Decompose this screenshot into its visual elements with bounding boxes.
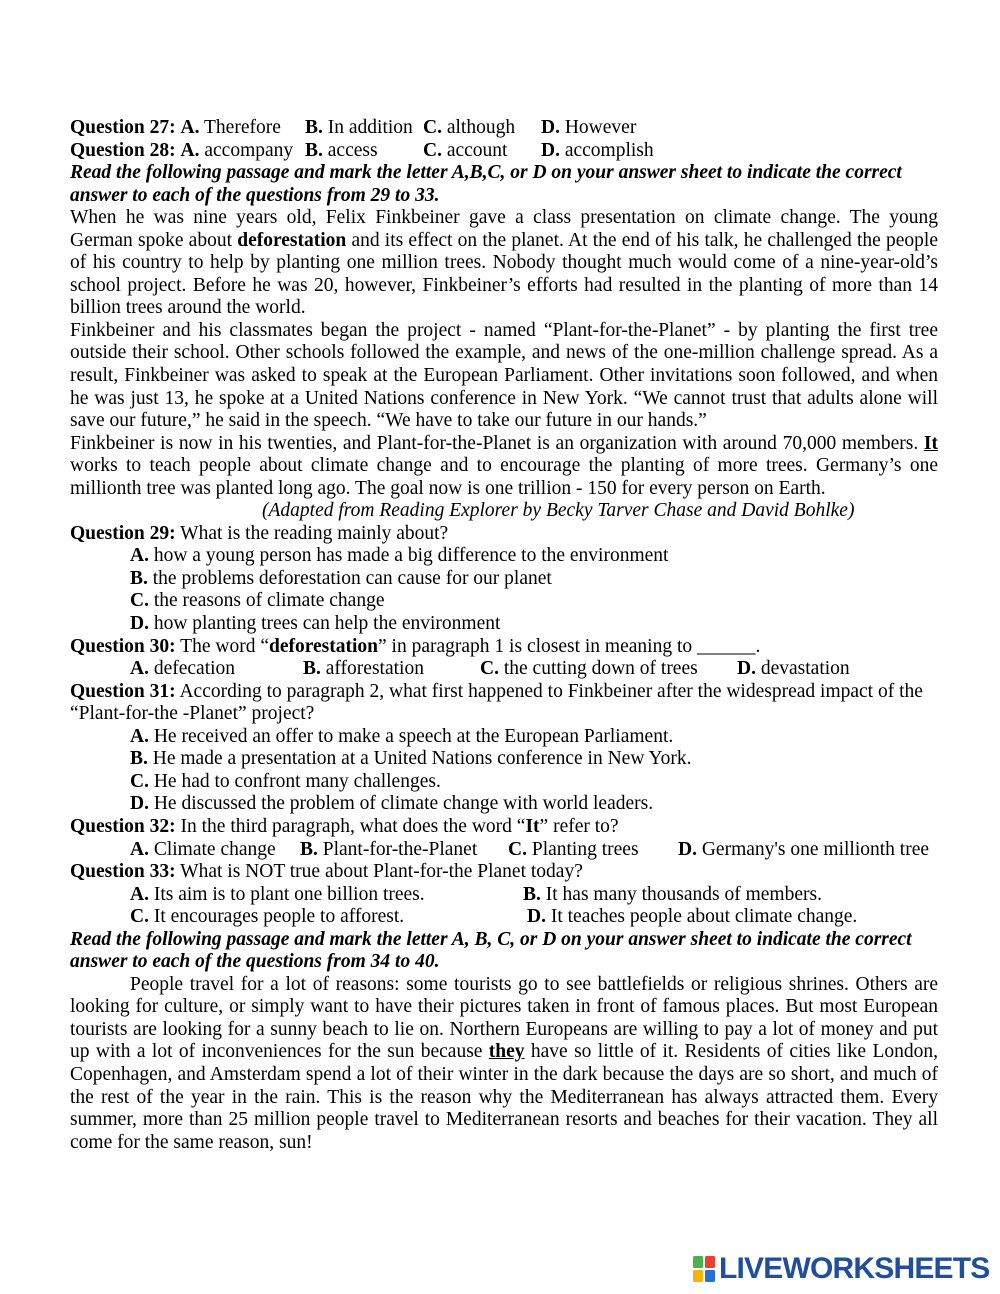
liveworksheets-logo [693, 1254, 990, 1284]
question-31-option-c [70, 771, 938, 794]
question-30-keyword: deforestation [268, 635, 379, 657]
question-32-options [70, 839, 938, 862]
worksheet-content [70, 117, 938, 1154]
question-29-option-d [70, 613, 938, 636]
option-letter: D. [130, 613, 149, 635]
question-33-option-a [130, 884, 425, 907]
question-33-label: Question 33: [70, 861, 176, 883]
question-30-stem-end: ” in paragraph 1 is closest in meaning to ______. [378, 635, 761, 657]
question-33-options-row-1 [70, 884, 938, 907]
option-text: access [327, 139, 378, 161]
question-31-option-d [70, 793, 938, 816]
option-text: He made a presentation at a United Nations conference in New York. [152, 748, 692, 770]
question-29-stem: What is the reading mainly about? [180, 522, 449, 544]
option-text: He received an offer to make a speech at the European Parliament. [153, 725, 674, 747]
option-letter: A. [130, 658, 149, 680]
question-30-stem: The word “ [180, 635, 269, 657]
passage-1-p3-line [70, 433, 938, 456]
question-28-option-a [181, 140, 294, 161]
passage-2-line: looking for culture, or simply want to have their pictures taken in front of famous places. But most European [70, 996, 938, 1018]
logo-text: LIVEWORKSHEETS [719, 1252, 990, 1285]
option-text: It has many thousands of members. [545, 883, 822, 905]
question-27-option-b [305, 117, 413, 140]
option-letter: C. [130, 770, 149, 792]
question-31 [70, 681, 938, 704]
question-29-option-a [70, 545, 938, 568]
text-segment: German spoke about [70, 229, 238, 251]
question-27-option-d [541, 117, 636, 140]
option-letter: D. [527, 906, 546, 928]
option-text: In addition [327, 117, 413, 138]
question-32-stem: In the third paragraph, what does the word “ [180, 815, 526, 837]
text-segment: and its effect on the planet. At the end of his talk, he challenged the people [346, 229, 939, 251]
instruction-29-33-line-2: answer to each of the questions from 29 to 33. [70, 184, 440, 206]
question-27-option-a [181, 117, 281, 138]
passage-1-p1-line: of his country to help by planting one million trees. Nobody thought much would come of a nine-year-old’s [70, 252, 938, 274]
option-letter: C. [423, 139, 442, 161]
text-segment: have so little of it. Residents of cities like London, [524, 1041, 938, 1063]
option-text: how a young person has made a big difference to the environment [153, 545, 669, 567]
passage-1-p1-line: When he was nine years old, Felix Finkbeiner gave a class presentation on climate change. The young [70, 207, 938, 229]
option-text: the cutting down of trees [503, 658, 698, 680]
question-28-option-c [423, 140, 507, 163]
question-30-option-a [130, 658, 235, 681]
option-letter: C. [130, 590, 149, 612]
option-text: Plant-for-the-Planet [322, 838, 478, 860]
question-32-keyword: It [525, 815, 540, 837]
question-30-option-b [303, 658, 424, 681]
option-text: However [564, 117, 637, 138]
option-text: Climate change [153, 838, 276, 860]
question-28-label: Question 28: [70, 139, 176, 161]
question-32 [70, 816, 938, 839]
passage-1-p2-line: Finkbeiner and his classmates began the project - named “Plant-for-the-Planet” - by planting the first tree [70, 319, 938, 341]
option-text: It teaches people about climate change. [550, 906, 858, 928]
passage-2-line [70, 1041, 938, 1064]
option-letter: D. [737, 658, 756, 680]
option-text: accompany [204, 139, 294, 161]
passage-1-p1-line: billion trees around the world. [70, 297, 306, 319]
option-text: Its aim is to plant one billion trees. [153, 883, 425, 905]
keyword-it: It [923, 432, 938, 454]
passage-1-p3-line: millionth tree was planted long ago. The goal now is one trillion - 150 for every person on Earth. [70, 477, 826, 499]
option-letter: A. [180, 139, 200, 161]
passage-1-p2-line: save our future,” he said in the speech. “We have to take our future in our hands.” [70, 410, 707, 432]
question-30-option-c [480, 658, 698, 681]
question-33-option-d [527, 906, 857, 929]
question-32-option-b [300, 839, 477, 862]
question-33-option-c [130, 906, 404, 929]
option-letter: D. [130, 793, 149, 815]
passage-2-line: tourists are looking for a sunny beach to lie on. Northern Europeans are willing to pay a lot of money and put [70, 1018, 938, 1040]
option-text: the problems deforestation can cause for our planet [152, 567, 552, 589]
option-text: although [446, 117, 516, 138]
option-letter: A. [180, 117, 200, 138]
option-text: account [446, 139, 508, 161]
option-text: defecation [153, 658, 236, 680]
passage-2-line: come for the same reason, sun! [70, 1131, 313, 1153]
option-letter: B. [305, 139, 323, 161]
option-letter: C. [423, 117, 442, 138]
option-text: Planting trees [531, 838, 639, 860]
question-27-option-c [423, 117, 515, 140]
question-32-label: Question 32: [70, 815, 176, 837]
question-31-label: Question 31: [70, 680, 176, 702]
question-30-options [70, 658, 938, 681]
passage-1-p2-line: result, Finkbeiner was asked to speak at the European Parliament. Other invitations soon followed, and when [70, 365, 938, 387]
text-segment: up with a lot of inconveniences for the sun because [70, 1041, 489, 1063]
option-letter: A. [130, 883, 149, 905]
option-letter: B. [523, 883, 541, 905]
option-text: Germany's one millionth tree [701, 838, 930, 860]
keyword-deforestation: deforestation [237, 229, 347, 251]
question-33-options-row-2 [70, 906, 938, 929]
instruction-34-40-line-1: Read the following passage and mark the letter A, B, C, or D on your answer sheet to indicate the correct [70, 928, 912, 950]
liveworksheets-tiles-icon [693, 1256, 715, 1282]
question-29-label: Question 29: [70, 522, 176, 544]
question-29 [70, 523, 938, 546]
question-33-stem: What is NOT true about Plant-for-the Planet today? [180, 861, 583, 883]
question-31-option-a [70, 726, 938, 749]
passage-1-p2-line: outside their school. Other schools followed the example, and news of the one-million challenge spread. As a [70, 342, 938, 364]
question-31-stem-line-2: “Plant-for-the -Planet” project? [70, 703, 315, 725]
option-text: afforestation [325, 658, 424, 680]
option-letter: B. [305, 117, 323, 138]
option-text: He discussed the problem of climate change with world leaders. [153, 793, 654, 815]
option-letter: B. [300, 838, 318, 860]
option-letter: C. [508, 838, 527, 860]
option-text: He had to confront many challenges. [153, 770, 441, 792]
question-30-option-d [737, 658, 850, 681]
option-letter: C. [130, 906, 149, 928]
question-29-option-b [70, 568, 938, 591]
option-letter: A. [130, 725, 149, 747]
passage-1-source: (Adapted from Reading Explorer by Becky Tarver Chase and David Bohlke) [262, 500, 855, 522]
passage-1-p2-line: he was just 13, he spoke at a United Nations conference in New York. “We cannot trust that adults alone will [70, 387, 938, 409]
option-text: accomplish [564, 139, 654, 161]
passage-2-line: the rest of the year in the rain. This is the reason why the Mediterranean has always attracted them. Every [70, 1086, 938, 1108]
question-32-option-d [678, 839, 929, 862]
option-text: the reasons of climate change [153, 590, 385, 612]
option-letter: D. [678, 838, 697, 860]
passage-1-p1-line [70, 230, 938, 253]
option-letter: A. [130, 838, 149, 860]
passage-2-line: People travel for a lot of reasons: some tourists go to see battlefields or religious shrines. Others are [130, 973, 938, 995]
option-text: It encourages people to afforest. [153, 906, 405, 928]
question-32-option-a [130, 839, 276, 862]
question-27-label: Question 27: [70, 117, 176, 138]
question-33-option-b [523, 884, 822, 907]
option-letter: B. [130, 748, 148, 770]
question-31-stem: According to paragraph 2, what first happened to Finkbeiner after the widespread impact of the [179, 680, 923, 702]
passage-1-p1-line: school project. Before he was 20, however, Finkbeiner’s efforts had resulted in the planting of more than 14 [70, 274, 938, 296]
keyword-they: they [488, 1041, 525, 1063]
option-letter: D. [541, 117, 560, 138]
option-text: devastation [760, 658, 850, 680]
question-28-option-b [305, 140, 378, 163]
option-letter: B. [303, 658, 321, 680]
question-30 [70, 636, 938, 659]
passage-2-line: summer, more than 25 million people travel to Mediterranean resorts and beaches for their vacation. They all [70, 1109, 938, 1131]
instruction-29-33-line-1: Read the following passage and mark the letter A,B,C, or D on your answer sheet to indicate the correct [70, 162, 902, 184]
question-29-option-c [70, 590, 938, 613]
question-27 [70, 117, 938, 140]
option-letter: C. [480, 658, 499, 680]
option-letter: A. [130, 545, 149, 567]
option-letter: D. [541, 139, 560, 161]
text-segment: Finkbeiner is now in his twenties, and Plant-for-the-Planet is an organization with around 70,000 members. [70, 432, 924, 454]
passage-1-p3-line: works to teach people about climate change and to encourage the planting of more trees. Germany’s one [70, 455, 938, 477]
option-letter: B. [130, 567, 148, 589]
question-32-option-c [508, 839, 639, 862]
question-28-option-d [541, 140, 654, 163]
question-28 [70, 140, 938, 163]
passage-2-line: Copenhagen, and Amsterdam spend a lot of their winter in the dark because the days are so short, and much of [70, 1063, 938, 1085]
option-text: Therefore [204, 117, 281, 138]
instruction-34-40-line-2: answer to each of the questions from 34 to 40. [70, 951, 440, 973]
question-33 [70, 861, 938, 884]
option-text: how planting trees can help the environment [153, 613, 501, 635]
question-31-option-b [70, 748, 938, 771]
question-30-label: Question 30: [70, 635, 176, 657]
question-32-stem-end: ” refer to? [539, 815, 619, 837]
